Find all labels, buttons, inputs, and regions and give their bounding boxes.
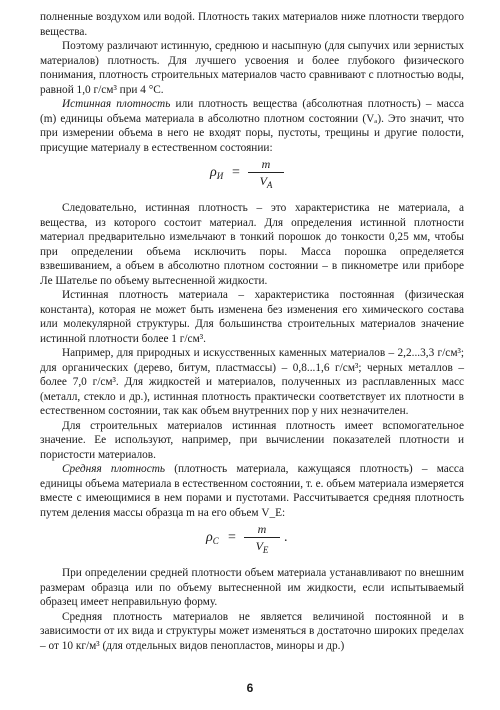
paragraph-density-types: Поэтому различают истинную, среднюю и насыпную (для сыпучих или зернистых материалов) плотность. Для лучшего усвоения и более глубокого физического понимания, плотность строительных материалов часто сравнивают с плотностью воды, равной 1,0 г/см³ при 4 °С. <box>40 40 464 96</box>
page-number: 6 <box>246 681 254 695</box>
term-true-density: Истинная плотность <box>62 98 171 110</box>
paragraph-true-density-definition: Истинная плотность или плотность вещества (абсолютная плотность) – масса (m) единицы объема материала в абсолютно плотном состоянии (Vₐ). Это значит, что при измерении объема в него не входят поры, пустоты, трещины и другие полости, присущие материалу в естественном состоянии: <box>40 98 465 154</box>
term-mean-density: Средняя плотность <box>62 463 166 475</box>
paragraph-continuation: полненные воздухом или водой. Плотность таких материалов ниже плотности твердого вещества. <box>40 11 464 38</box>
paragraph-true-density-measurement: Следовательно, истинная плотность – это характеристика не материала, а вещества, из которого состоит материал. Для определения истинной плотности материал предварительно измельчают в тонкий порошок до тонкости 0,25 мм, чтобы при определении объема исключить поры. Масса порошка определяется взвешиванием, а объем в абсолютно плотном состоянии – в пикнометре или приборе Ле Шателье по объему вытесненной жидкости. <box>40 202 464 287</box>
fraction: m $V_E$ <box>240 522 284 557</box>
formula-mean-density: $\rho_C$ = m $V_E$ . <box>206 522 288 555</box>
paragraph-mean-density-measurement: При определении средней плотности объем материала устанавливают по внешним размерам образца или по объему вытесненной им жидкости, если испытываемый образец имеет неправильную форму. <box>40 567 464 608</box>
paragraph-auxiliary-value: Для строительных материалов истинная плотность имеет вспомогательное значение. Ее используют, например, при вычислении показателей плотности и пористости материалов. <box>40 419 464 461</box>
paragraph-true-density-constant: Истинная плотность материала – характеристика постоянная (физическая константа), которая не может быть изменена без изменения его химического состава или молекулярной структуры. Для большинства строительных материалов значение истинной плотности более 1 г/см³. <box>40 289 464 345</box>
paragraph-examples: Например, для природных и искусственных каменных материалов – 2,2...3,3 г/см³; для органических (дерево, битум, пластмассы) – 0,8...1,6 г/см³; черных металлов – более 7,0 г/см³. Для жидкостей и материалов, полученных из расплавленных масс (металл, стекло и др.), истинная плотность практически соответствует их плотности в естественном состоянии, так как объем внутренних пор у них незначителен. <box>40 347 464 417</box>
formula-true-density: $\rho_И$ = m $V_A$ <box>40 157 464 197</box>
paragraph-mean-density-definition: Средняя плотность (плотность материала, кажущаяся плотность) – масса единицы объема материала в естественном состоянии, т. е. объем материала измеряется вместе с имеющимися в нем порами и пустотами. Рассчитывается средняя плотность путем деления массы образца m на его объем V_E: <box>40 463 464 519</box>
fraction: m $V_A$ <box>244 157 288 192</box>
paragraph-mean-density-range: Средняя плотность материалов не является величиной постоянной и в зависимости от их вида и структуры может изменяться в достаточно широких пределах – от 10 кг/м³ (для отдельных видов пенопластов, миноры и др.) <box>40 610 464 652</box>
